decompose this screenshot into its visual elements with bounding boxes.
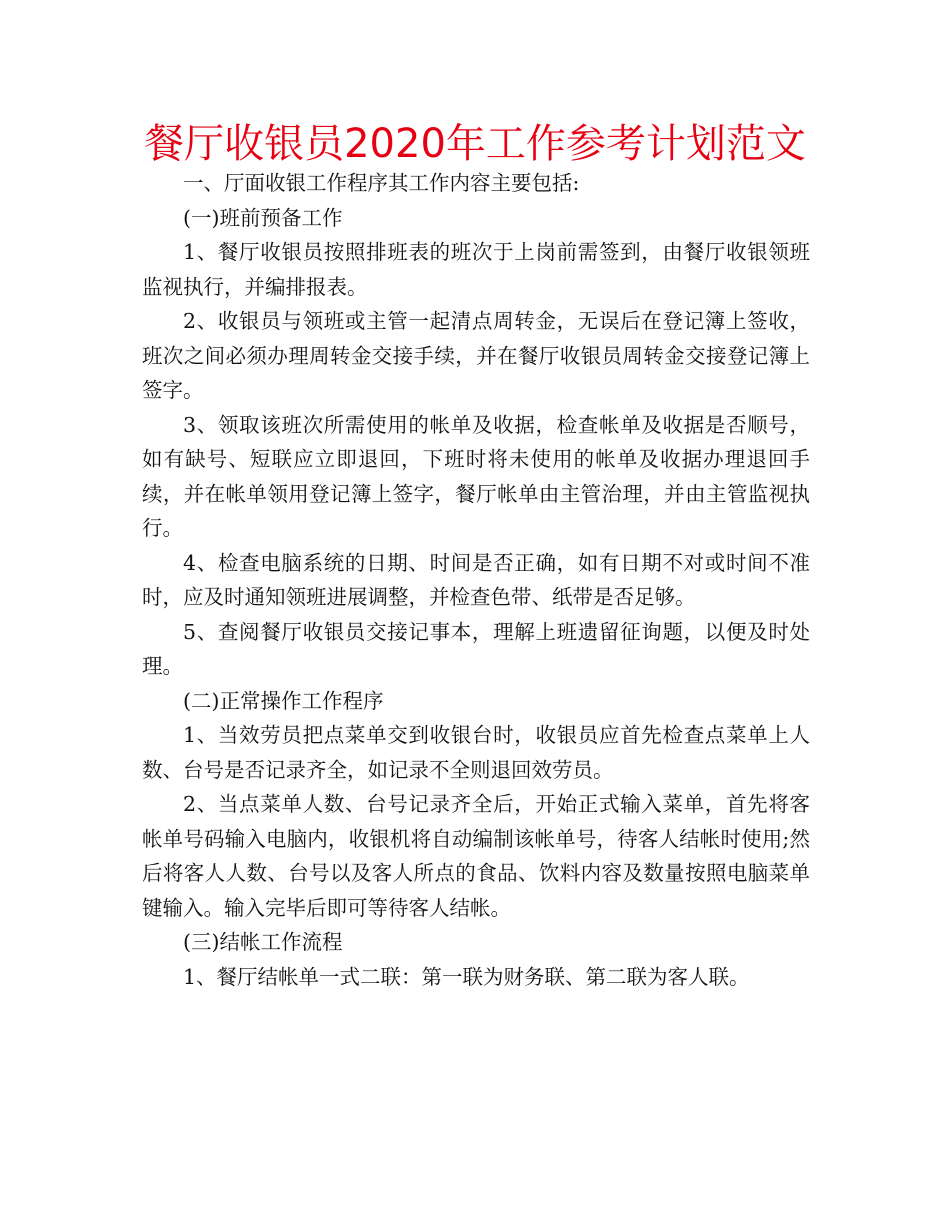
paragraph: 2、当点菜单人数、台号记录齐全后，开始正式输入菜单，首先将客帐单号码输入电脑内，收银机将自动编制该帐单号，待客人结帐时使用;然后将客人人数、台号以及客人所点的食品、饮料内容及数量按照电脑菜单键输入。输入完毕后即可等待客人结帐。: [142, 792, 810, 920]
paragraph: 3、领取该班次所需使用的帐单及收据，检查帐单及收据是否顺号，如有缺号、短联应立即退回，下班时将未使用的帐单及收据办理退回手续，并在帐单领用登记簿上签字，餐厅帐单由主管治理，并由主管监视执行。: [142, 412, 810, 540]
paragraph: (二)正常操作工作程序: [183, 688, 384, 713]
paragraph: 1、餐厅收银员按照排班表的班次于上岗前需签到，由餐厅收银领班监视执行，并编排报表。: [142, 240, 810, 299]
document-title: 餐厅收银员2020年工作参考计划范文: [144, 121, 806, 167]
paragraph: 1、餐厅结帐单一式二联：第一联为财务联、第二联为客人联。: [183, 964, 750, 989]
document-body: [142, 166, 810, 994]
paragraph: (三)结帐工作流程: [183, 930, 343, 954]
paragraph: 2、收银员与领班或主管一起清点周转金，无误后在登记簿上签收，班次之间必须办理周转金交接手续，并在餐厅收银员周转金交接登记簿上签字。: [142, 309, 810, 402]
paragraph: 4、检查电脑系统的日期、时间是否正确，如有日期不对或时间不准时，应及时通知领班进展调整，并检查色带、纸带是否足够。: [142, 550, 810, 609]
paragraph: 1、当效劳员把点菜单交到收银台时，收银员应首先检查点菜单上人数、台号是否记录齐全，如记录不全则退回效劳员。: [142, 723, 810, 782]
paragraph: 5、查阅餐厅收银员交接记事本，理解上班遗留征询题，以便及时处理。: [142, 619, 810, 678]
paragraph: (一)班前预备工作: [183, 205, 343, 230]
paragraph: 一、厅面收银工作程序其工作内容主要包括:: [183, 171, 580, 195]
